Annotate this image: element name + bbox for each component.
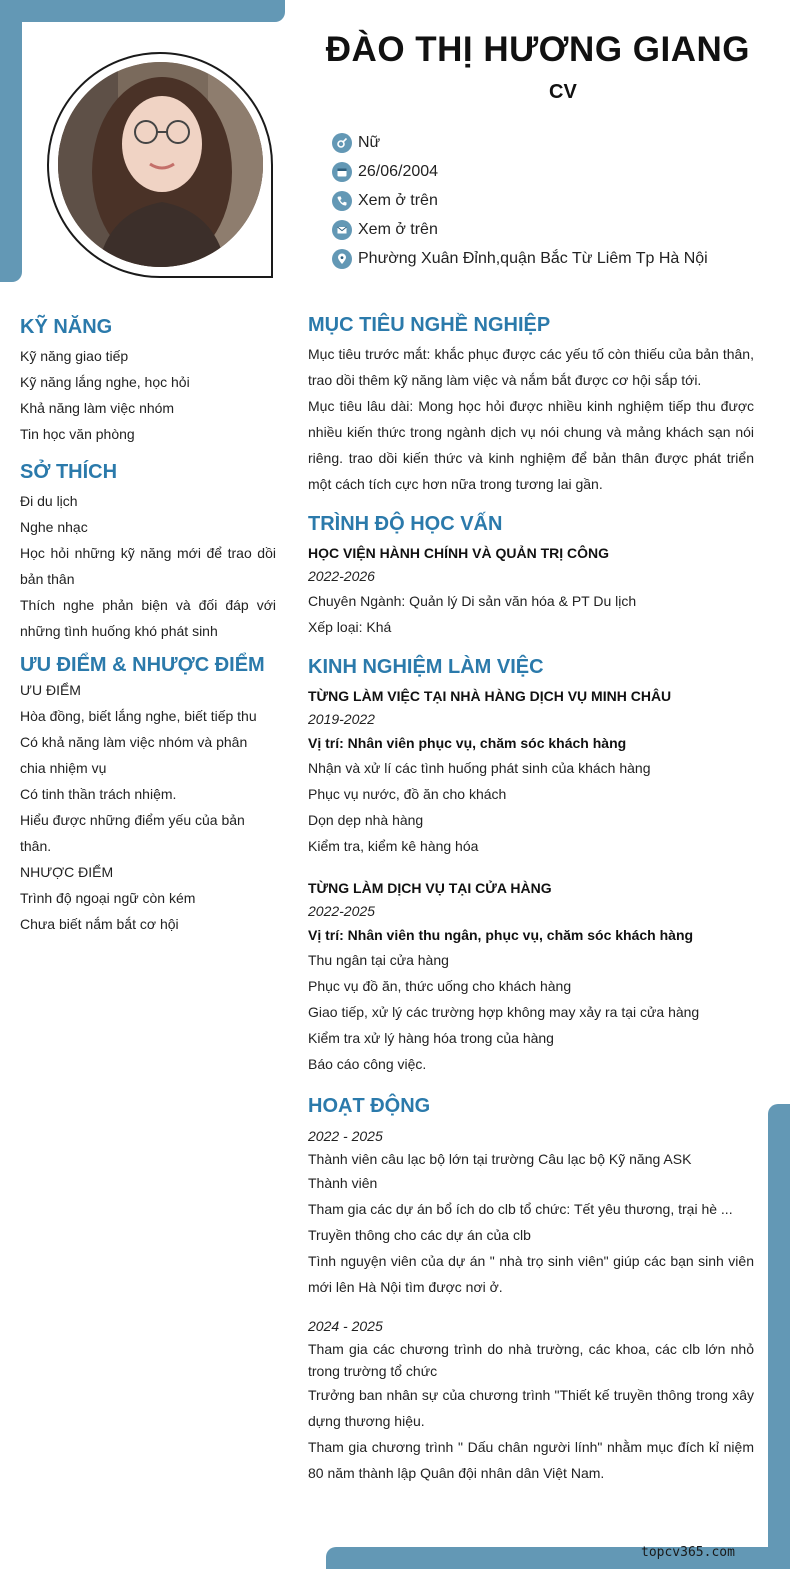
cons-label: NHƯỢC ĐIỂM [20, 864, 114, 880]
hobby-item: Học hỏi những kỹ năng mới để trao dồi bản thân [20, 545, 276, 587]
education-section [308, 513, 754, 640]
activity-item: Trưởng ban nhân sự của chương trình "Thiết kế truyền thông trong xây dựng thương hiệu. [308, 1387, 754, 1429]
left-column [20, 316, 276, 937]
activity-item: Truyền thông cho các dự án của clb [308, 1227, 531, 1243]
job-company: TỪNG LÀM VIỆC TẠI NHÀ HÀNG DỊCH VỤ MINH CHÂU [308, 688, 672, 704]
job-task: Báo cáo công việc. [308, 1056, 427, 1072]
job-role: Vị trí: Nhân viên phục vụ, chăm sóc khách hàng [308, 735, 627, 751]
contact-birthdate [332, 157, 708, 186]
decor-left-bar [0, 0, 22, 282]
right-column [308, 314, 754, 1486]
job-entry [308, 685, 754, 859]
activity-item: Thành viên [308, 1175, 378, 1191]
experience-heading: KINH NGHIỆM LÀM VIỆC [308, 656, 544, 678]
job-company: TỪNG LÀM DỊCH VỤ TẠI CỬA HÀNG [308, 880, 552, 896]
activity-group [308, 1124, 754, 1300]
gender-icon [332, 133, 352, 153]
location-icon [332, 249, 352, 269]
skills-heading: KỸ NĂNG [20, 316, 113, 338]
job-role: Vị trí: Nhân viên thu ngân, phục vụ, chăm sóc khách hàng [308, 927, 694, 943]
job-task: Thu ngân tại cửa hàng [308, 952, 449, 968]
profile-photo [58, 62, 263, 267]
education-major: Chuyên Ngành: Quản lý Di sản văn hóa & PT Du lịch [308, 593, 637, 609]
job-task: Phục vụ nước, đồ ăn cho khách [308, 786, 507, 802]
objective-heading: MỤC TIÊU NGHỀ NGHIỆP [308, 314, 551, 336]
activity-item: Tham gia các chương trình do nhà trường, các khoa, các clb lớn nhỏ trong trường tổ chức [308, 1341, 754, 1379]
candidate-name: ĐÀO THỊ HƯƠNG GIANG [325, 30, 750, 69]
activity-period: 2022 - 2025 [308, 1128, 383, 1144]
pros-item: Có khả năng làm việc nhóm và phân chia nhiệm vụ [20, 734, 248, 776]
pros-item: Hiểu được những điểm yếu của bản thân. [20, 812, 245, 854]
contact-email[interactable] [332, 215, 708, 244]
activity-item: Tham gia các dự án bổ ích do clb tổ chức: Tết yêu thương, trại hè ... [308, 1201, 733, 1217]
hobby-item: Nghe nhạc [20, 519, 88, 535]
decor-right-bar [768, 1104, 790, 1569]
school-name: HỌC VIỆN HÀNH CHÍNH VÀ QUẢN TRỊ CÔNG [308, 545, 610, 561]
strengths-section [20, 654, 276, 937]
education-period: 2022-2026 [308, 568, 375, 584]
phone-value[interactable]: Xem ở trên [358, 191, 438, 209]
job-entry [308, 877, 754, 1077]
hobbies-heading: SỞ THÍCH [20, 461, 118, 483]
email-value[interactable]: Xem ở trên [358, 220, 438, 238]
contact-address [332, 244, 708, 273]
activity-item: Thành viên câu lạc bộ lớn tại trường Câu lạc bộ Kỹ năng ASK [308, 1151, 692, 1167]
pros-item: Hòa đồng, biết lắng nghe, biết tiếp thu [20, 708, 257, 724]
contact-gender [332, 128, 708, 157]
skill-item: Tin học văn phòng [20, 426, 135, 442]
cons-item: Chưa biết nắm bắt cơ hội [20, 916, 179, 932]
job-task: Dọn dẹp nhà hàng [308, 812, 424, 828]
job-task: Phục vụ đồ ăn, thức uống cho khách hàng [308, 978, 572, 994]
decor-top-bar [0, 0, 285, 22]
experience-section [308, 656, 754, 1077]
contact-phone[interactable] [332, 186, 708, 215]
skills-section [20, 316, 276, 447]
pros-item: Có tinh thần trách nhiệm. [20, 786, 177, 802]
skill-item: Khả năng làm việc nhóm [20, 400, 175, 416]
cons-item: Trình độ ngoại ngữ còn kém [20, 890, 196, 906]
activities-section [308, 1095, 754, 1486]
job-task: Giao tiếp, xử lý các trường hợp không may xảy ra tại cửa hàng [308, 1004, 700, 1020]
job-task: Kiểm tra xử lý hàng hóa trong của hàng [308, 1030, 554, 1046]
skill-item: Kỹ năng lắng nghe, học hỏi [20, 374, 190, 390]
watermark-text: topcv365.com [641, 1545, 735, 1560]
objective-section [308, 314, 754, 497]
profile-photo-image [58, 62, 263, 267]
hobby-item: Đi du lịch [20, 493, 78, 509]
activity-item: Tham gia chương trình " Dấu chân người lính" nhằm mục đích kỉ niệm 80 năm thành lập Quân đội nhân dân Việt Nam. [308, 1439, 754, 1481]
calendar-icon [332, 162, 352, 182]
activity-group [308, 1314, 754, 1486]
gender-value: Nữ [358, 133, 381, 151]
job-period: 2022-2025 [308, 903, 375, 919]
strengths-heading: ƯU ĐIỂM & NHƯỢC ĐIỂM [20, 654, 265, 676]
objective-long-term: Mục tiêu lâu dài: Mong học hỏi được nhiều kinh nghiệm tiếp thu được nhiều kiến thức trong ngành dịch vụ nói chung và mảng khách sạn nói riêng. trao dồi kiến thức và kinh nghiệm để bản thân được phát triển một cách tích cực hơn nữa trong tương lai gần. [308, 398, 754, 492]
job-task: Kiểm tra, kiểm kê hàng hóa [308, 838, 479, 854]
education-grade: Xếp loại: Khá [308, 619, 392, 635]
activity-period: 2024 - 2025 [308, 1318, 383, 1334]
email-icon [332, 220, 352, 240]
activities-heading: HOẠT ĐỘNG [308, 1095, 431, 1117]
phone-icon [332, 191, 352, 211]
birthdate-value: 26/06/2004 [358, 162, 439, 180]
cv-label: CV [549, 81, 577, 103]
activity-item: Tình nguyện viên của dự án " nhà trọ sinh viên" giúp các bạn sinh viên mới lên Hà Nội tìm được nơi ở. [308, 1253, 754, 1295]
address-value: Phường Xuân Đỉnh,quận Bắc Từ Liêm Tp Hà Nội [358, 249, 708, 267]
education-heading: TRÌNH ĐỘ HỌC VẤN [308, 513, 503, 535]
job-task: Nhận và xử lí các tình huống phát sinh của khách hàng [308, 760, 651, 776]
job-period: 2019-2022 [308, 711, 375, 727]
contact-info [332, 128, 708, 273]
pros-label: ƯU ĐIỂM [20, 682, 81, 698]
hobbies-section [20, 461, 276, 644]
objective-short-term: Mục tiêu trước mắt: khắc phục được các yếu tố còn thiếu của bản thân, trao dồi thêm kỹ năng làm việc và nắm bắt được cơ hội sắp tới. [308, 346, 754, 388]
skill-item: Kỹ năng giao tiếp [20, 348, 129, 364]
hobby-item: Thích nghe phản biện và đối đáp với những tình huống khó phát sinh [20, 597, 276, 639]
